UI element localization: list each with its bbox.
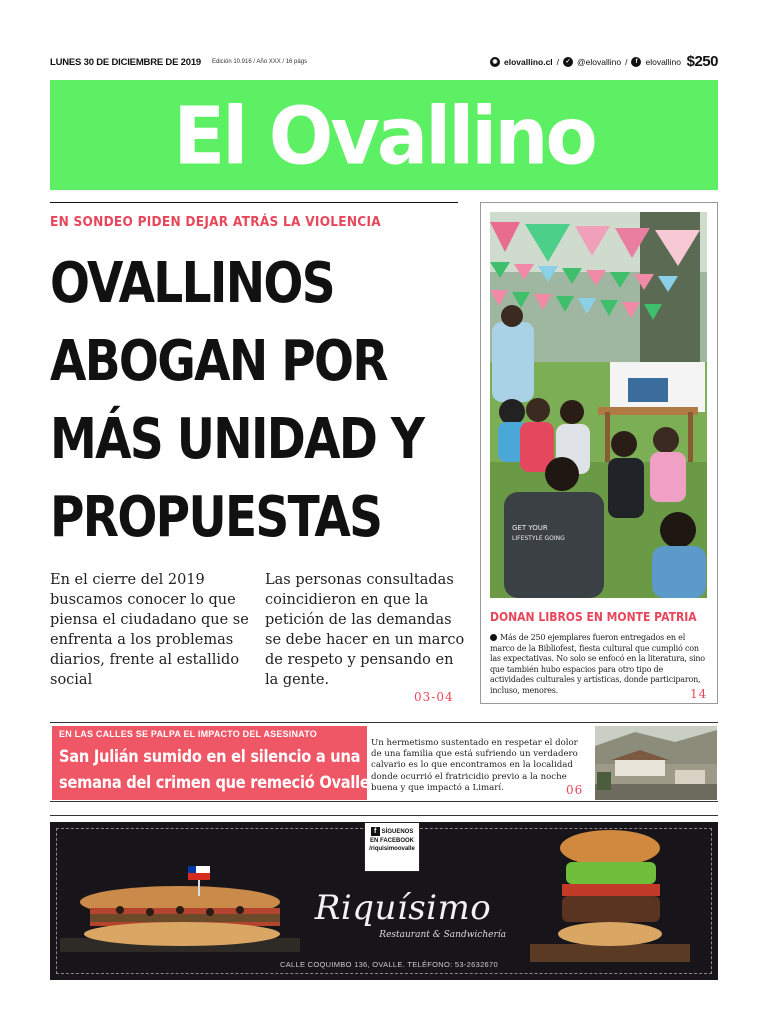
ad-subtitle: Restaurant & Sandwichería <box>379 930 506 940</box>
main-headline[interactable] <box>50 245 424 557</box>
masthead <box>50 80 718 190</box>
secondary-headline[interactable] <box>59 744 370 796</box>
page-reference: 03-04 <box>414 690 454 704</box>
headline-line: ABOGAN POR <box>50 329 387 394</box>
photo-illustration <box>490 212 707 598</box>
twitter-handle[interactable]: @elovallino <box>577 57 622 67</box>
divider <box>50 815 718 816</box>
fb-line: SÍGUENOS <box>381 829 414 836</box>
top-info-bar <box>50 55 718 73</box>
page-reference: 14 <box>690 687 708 701</box>
web-icon: ◉ <box>490 57 500 67</box>
headline-line: semana del crimen que remeció Ovalle <box>59 773 370 793</box>
sidebar-body: Más de 250 ejemplares fueron entregados en el marco de la Bibliofest, fiesta cultural que cumplió con las expectativas. No solo se enfocó en la literatura, sino que también hubo espacios para otro tipo de actividades culturales y artísticas, donde participaron, incluso, menores. <box>490 633 705 695</box>
facebook-icon: f <box>631 57 641 67</box>
issue-date: LUNES 30 DE DICIEMBRE DE 2019 <box>50 57 201 68</box>
page-reference: 06 <box>566 783 584 797</box>
headline-line: San Julián sumido en el silencio a una <box>59 747 361 767</box>
ad-brand-name: Riquísimo <box>314 888 492 928</box>
secondary-text: Un hermetismo sustentado en respetar el dolor de una familia que está sufriendo un verdadero calvario es lo que encontramos en la localidad donde ocurrió el fratricidio previo a la noche buena y que impactó a Limarí. <box>371 738 578 793</box>
sidebar-text <box>490 633 708 697</box>
facebook-handle[interactable]: elovallino <box>645 57 681 67</box>
fb-handle: /riquisimoovalle <box>369 846 415 852</box>
bullet-icon <box>490 634 497 641</box>
shirt-text: GET YOUR <box>512 524 548 532</box>
facebook-icon: f <box>371 827 380 836</box>
main-kicker: EN SONDEO PIDEN DEJAR ATRÁS LA VIOLENCIA <box>50 214 381 230</box>
village-photo[interactable] <box>595 726 717 800</box>
social-links: ◉ elovallino.cl / ✓ @elovallino / f elovallino <box>490 57 681 67</box>
sidebar-kicker: DONAN LIBROS EN MONTE PATRIA <box>490 610 697 624</box>
secondary-kicker: EN LAS CALLES SE PALPA EL IMPACTO DEL ASESINATO <box>59 729 317 739</box>
headline-line: PROPUESTAS <box>50 485 382 550</box>
svg-text:LIFESTYLE GOING: LIFESTYLE GOING <box>512 535 565 542</box>
photo-illustration <box>595 726 717 800</box>
twitter-icon: ✓ <box>563 57 573 67</box>
fb-line: EN FACEBOOK <box>369 838 414 844</box>
headline-line: OVALLINOS <box>50 251 334 316</box>
lead-column-2: Las personas consultadas coincidieron en que la petición de las demandas se debe hacer en un marco de respeto y pensando en la gente. <box>265 572 465 688</box>
newspaper-logo: El Ovallino <box>173 88 595 182</box>
headline-line: MÁS UNIDAD Y <box>50 407 424 472</box>
divider <box>50 202 458 203</box>
restaurant-ad[interactable] <box>50 822 718 980</box>
website-link[interactable]: elovallino.cl <box>504 57 553 67</box>
children-reading-photo[interactable] <box>490 212 707 598</box>
edition-info: Edición 10.916 / Año XXX / 16 págs <box>212 59 308 65</box>
issue-price: $250 <box>686 53 718 70</box>
lead-column-1: En el cierre del 2019 buscamos conocer lo que piensa el ciudadano que se enfrenta a los problemas diarios, frente al estallido social <box>50 572 249 688</box>
ad-address: CALLE COQUIMBO 136, OVALLE. TELÉFONO: 53-2632670 <box>280 960 498 969</box>
